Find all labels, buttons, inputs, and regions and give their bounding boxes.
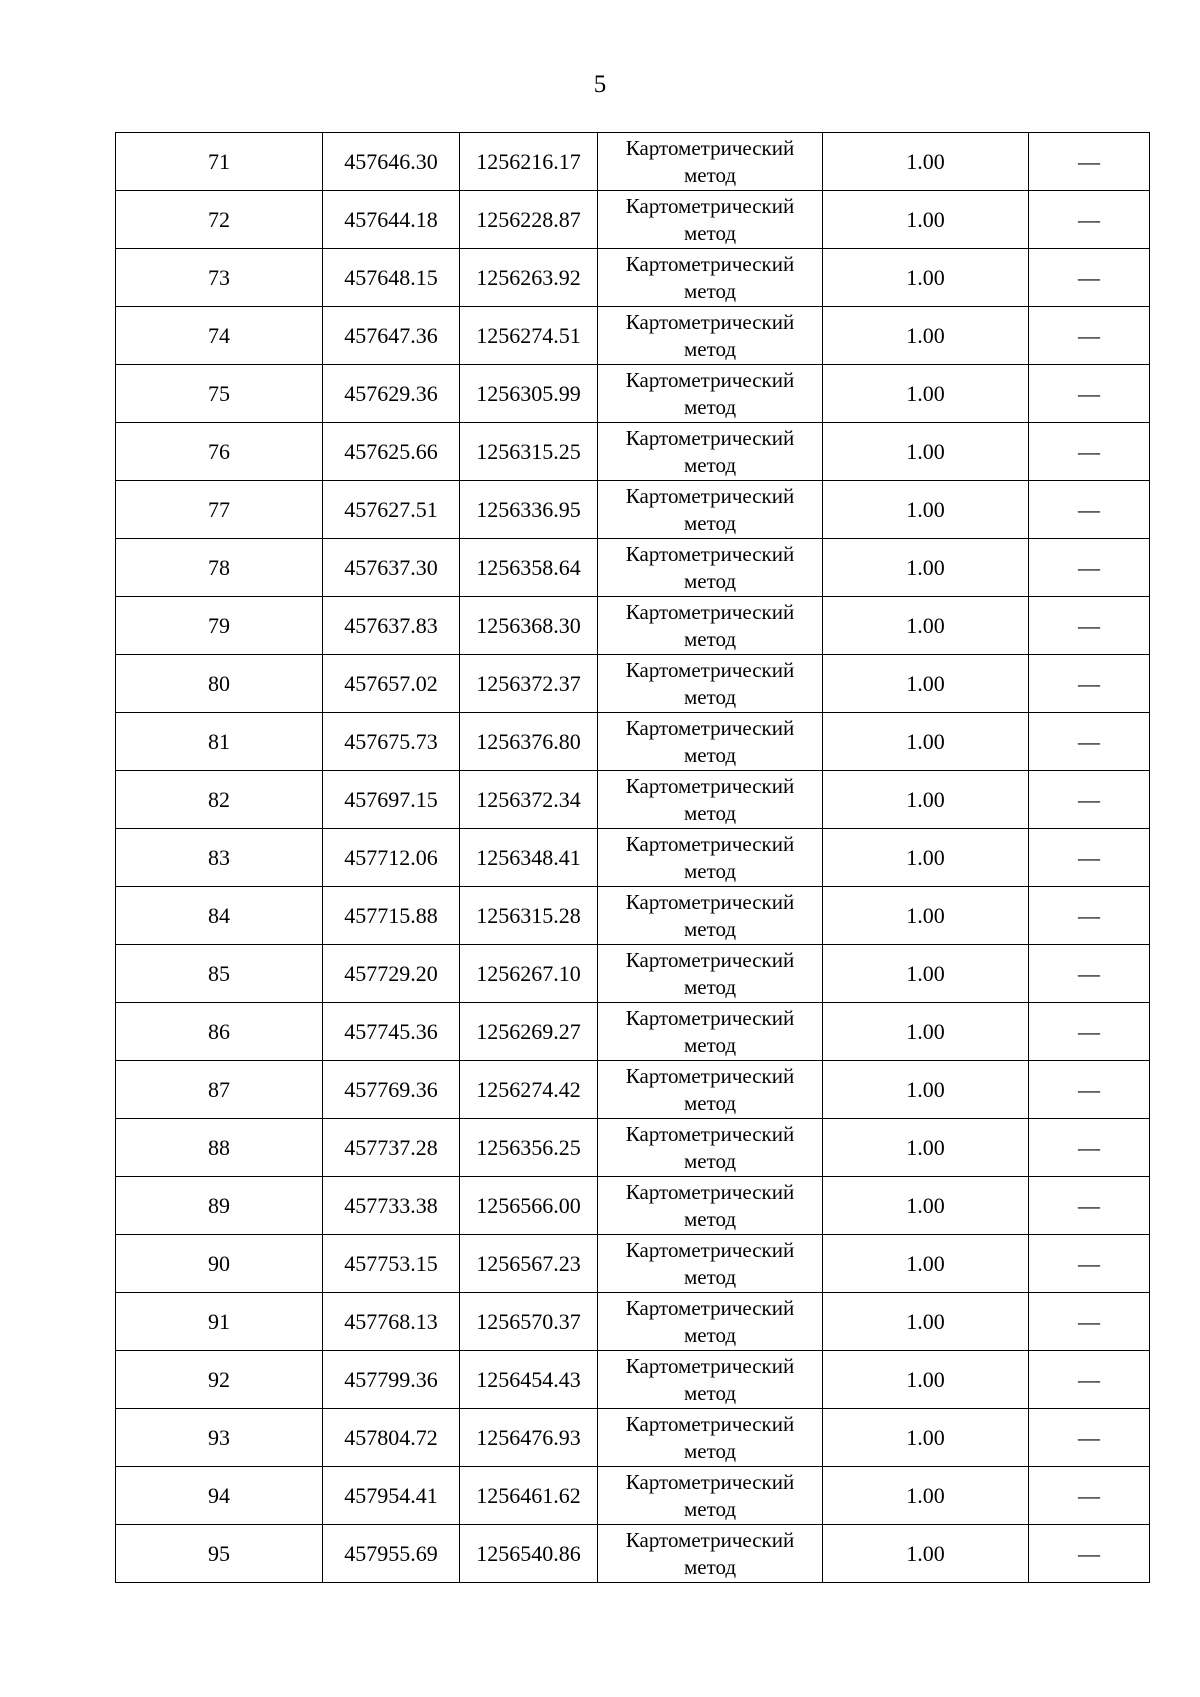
- y-coordinate-cell: 1256315.28: [460, 887, 598, 945]
- precision-cell: 1.00: [823, 655, 1029, 713]
- note-cell: —: [1029, 1409, 1150, 1467]
- point-number-cell: 74: [116, 307, 323, 365]
- precision-cell: 1.00: [823, 1061, 1029, 1119]
- precision-cell: 1.00: [823, 771, 1029, 829]
- table-row: [116, 423, 1150, 481]
- method-line-2: метод: [683, 859, 737, 883]
- method-line-2: метод: [683, 975, 737, 999]
- method-cell: [598, 597, 823, 655]
- precision-cell: 1.00: [823, 829, 1029, 887]
- table-row: [116, 1409, 1150, 1467]
- x-coordinate-cell: 457646.30: [323, 133, 460, 191]
- x-coordinate-cell: 457625.66: [323, 423, 460, 481]
- method-line-2: метод: [683, 279, 737, 303]
- method-cell: [598, 829, 823, 887]
- x-coordinate-cell: 457647.36: [323, 307, 460, 365]
- method-cell: [598, 307, 823, 365]
- x-coordinate-cell: 457637.30: [323, 539, 460, 597]
- method-line-1: Картометрический: [625, 1354, 795, 1378]
- note-cell: —: [1029, 191, 1150, 249]
- page-number: 5: [593, 71, 607, 98]
- table-row: [116, 1525, 1150, 1583]
- method-cell: [598, 713, 823, 771]
- method-line-2: метод: [683, 395, 737, 419]
- method-line-1: Картометрический: [625, 774, 795, 798]
- method-line-1: Картометрический: [625, 1064, 795, 1088]
- precision-cell: 1.00: [823, 887, 1029, 945]
- method-line-2: метод: [683, 1497, 737, 1521]
- method-line-1: Картометрический: [625, 716, 795, 740]
- x-coordinate-cell: 457657.02: [323, 655, 460, 713]
- precision-cell: 1.00: [823, 1235, 1029, 1293]
- point-number-cell: 73: [116, 249, 323, 307]
- point-number-cell: 94: [116, 1467, 323, 1525]
- precision-cell: 1.00: [823, 597, 1029, 655]
- method-line-2: метод: [683, 1439, 737, 1463]
- point-number-cell: 85: [116, 945, 323, 1003]
- y-coordinate-cell: 1256336.95: [460, 481, 598, 539]
- method-line-2: метод: [683, 1149, 737, 1173]
- method-line-1: Картометрический: [625, 948, 795, 972]
- x-coordinate-cell: 457769.36: [323, 1061, 460, 1119]
- table-row: [116, 1061, 1150, 1119]
- note-cell: —: [1029, 1467, 1150, 1525]
- method-line-2: метод: [683, 801, 737, 825]
- table-row: [116, 307, 1150, 365]
- method-line-1: Картометрический: [625, 310, 795, 334]
- table-row: [116, 1119, 1150, 1177]
- precision-cell: 1.00: [823, 1525, 1029, 1583]
- x-coordinate-cell: 457737.28: [323, 1119, 460, 1177]
- method-line-2: метод: [683, 1033, 737, 1057]
- point-number-cell: 95: [116, 1525, 323, 1583]
- table-row: [116, 713, 1150, 771]
- x-coordinate-cell: 457715.88: [323, 887, 460, 945]
- note-cell: —: [1029, 1061, 1150, 1119]
- x-coordinate-cell: 457648.15: [323, 249, 460, 307]
- method-cell: [598, 1467, 823, 1525]
- method-line-1: Картометрический: [625, 252, 795, 276]
- precision-cell: 1.00: [823, 365, 1029, 423]
- y-coordinate-cell: 1256454.43: [460, 1351, 598, 1409]
- precision-cell: 1.00: [823, 1177, 1029, 1235]
- method-line-2: метод: [683, 1381, 737, 1405]
- note-cell: —: [1029, 1351, 1150, 1409]
- table-row: [116, 1351, 1150, 1409]
- note-cell: —: [1029, 1003, 1150, 1061]
- method-cell: [598, 1293, 823, 1351]
- method-cell: [598, 1177, 823, 1235]
- method-line-1: Картометрический: [625, 426, 795, 450]
- note-cell: —: [1029, 481, 1150, 539]
- point-number-cell: 88: [116, 1119, 323, 1177]
- x-coordinate-cell: 457955.69: [323, 1525, 460, 1583]
- table-row: [116, 191, 1150, 249]
- y-coordinate-cell: 1256356.25: [460, 1119, 598, 1177]
- note-cell: —: [1029, 1525, 1150, 1583]
- method-line-2: метод: [683, 1323, 737, 1347]
- note-cell: —: [1029, 597, 1150, 655]
- table-row: [116, 887, 1150, 945]
- precision-cell: 1.00: [823, 539, 1029, 597]
- method-line-1: Картометрический: [625, 658, 795, 682]
- y-coordinate-cell: 1256461.62: [460, 1467, 598, 1525]
- table-row: [116, 1235, 1150, 1293]
- method-line-1: Картометрический: [625, 1470, 795, 1494]
- point-number-cell: 78: [116, 539, 323, 597]
- y-coordinate-cell: 1256315.25: [460, 423, 598, 481]
- method-cell: [598, 1351, 823, 1409]
- method-cell: [598, 481, 823, 539]
- y-coordinate-cell: 1256368.30: [460, 597, 598, 655]
- coordinates-table: [115, 132, 1150, 1583]
- method-line-2: метод: [683, 511, 737, 535]
- method-cell: [598, 771, 823, 829]
- method-line-1: Картометрический: [625, 368, 795, 392]
- method-line-1: Картометрический: [625, 1412, 795, 1436]
- table-row: [116, 597, 1150, 655]
- precision-cell: 1.00: [823, 423, 1029, 481]
- precision-cell: 1.00: [823, 945, 1029, 1003]
- method-line-1: Картометрический: [625, 1006, 795, 1030]
- method-cell: [598, 1235, 823, 1293]
- y-coordinate-cell: 1256540.86: [460, 1525, 598, 1583]
- note-cell: —: [1029, 1293, 1150, 1351]
- coordinates-table-body: [116, 133, 1150, 1583]
- method-cell: [598, 423, 823, 481]
- point-number-cell: 79: [116, 597, 323, 655]
- table-row: [116, 481, 1150, 539]
- precision-cell: 1.00: [823, 307, 1029, 365]
- point-number-cell: 83: [116, 829, 323, 887]
- x-coordinate-cell: 457753.15: [323, 1235, 460, 1293]
- y-coordinate-cell: 1256267.10: [460, 945, 598, 1003]
- note-cell: —: [1029, 1119, 1150, 1177]
- x-coordinate-cell: 457637.83: [323, 597, 460, 655]
- table-row: [116, 539, 1150, 597]
- x-coordinate-cell: 457954.41: [323, 1467, 460, 1525]
- note-cell: —: [1029, 887, 1150, 945]
- x-coordinate-cell: 457697.15: [323, 771, 460, 829]
- precision-cell: 1.00: [823, 191, 1029, 249]
- method-line-1: Картометрический: [625, 1296, 795, 1320]
- method-cell: [598, 1409, 823, 1467]
- point-number-cell: 77: [116, 481, 323, 539]
- method-cell: [598, 1061, 823, 1119]
- point-number-cell: 76: [116, 423, 323, 481]
- method-line-2: метод: [683, 569, 737, 593]
- y-coordinate-cell: 1256228.87: [460, 191, 598, 249]
- table-row: [116, 655, 1150, 713]
- y-coordinate-cell: 1256263.92: [460, 249, 598, 307]
- method-line-1: Картометрический: [625, 542, 795, 566]
- point-number-cell: 87: [116, 1061, 323, 1119]
- point-number-cell: 86: [116, 1003, 323, 1061]
- x-coordinate-cell: 457729.20: [323, 945, 460, 1003]
- method-cell: [598, 539, 823, 597]
- y-coordinate-cell: 1256372.34: [460, 771, 598, 829]
- y-coordinate-cell: 1256274.42: [460, 1061, 598, 1119]
- note-cell: —: [1029, 539, 1150, 597]
- precision-cell: 1.00: [823, 1119, 1029, 1177]
- point-number-cell: 93: [116, 1409, 323, 1467]
- table-row: [116, 829, 1150, 887]
- method-line-1: Картометрический: [625, 832, 795, 856]
- method-cell: [598, 249, 823, 307]
- x-coordinate-cell: 457768.13: [323, 1293, 460, 1351]
- y-coordinate-cell: 1256348.41: [460, 829, 598, 887]
- precision-cell: 1.00: [823, 1467, 1029, 1525]
- precision-cell: 1.00: [823, 1351, 1029, 1409]
- method-cell: [598, 655, 823, 713]
- method-line-2: метод: [683, 221, 737, 245]
- method-line-1: Картометрический: [625, 136, 795, 160]
- point-number-cell: 84: [116, 887, 323, 945]
- table-row: [116, 1177, 1150, 1235]
- point-number-cell: 72: [116, 191, 323, 249]
- method-line-2: метод: [683, 1207, 737, 1231]
- y-coordinate-cell: 1256567.23: [460, 1235, 598, 1293]
- method-line-2: метод: [683, 917, 737, 941]
- point-number-cell: 91: [116, 1293, 323, 1351]
- method-line-2: метод: [683, 453, 737, 477]
- y-coordinate-cell: 1256216.17: [460, 133, 598, 191]
- precision-cell: 1.00: [823, 713, 1029, 771]
- note-cell: —: [1029, 829, 1150, 887]
- method-line-2: метод: [683, 163, 737, 187]
- method-line-1: Картометрический: [625, 1122, 795, 1146]
- table-row: [116, 1293, 1150, 1351]
- method-cell: [598, 945, 823, 1003]
- precision-cell: 1.00: [823, 1293, 1029, 1351]
- note-cell: —: [1029, 713, 1150, 771]
- y-coordinate-cell: 1256305.99: [460, 365, 598, 423]
- table-row: [116, 1003, 1150, 1061]
- x-coordinate-cell: 457675.73: [323, 713, 460, 771]
- note-cell: —: [1029, 1235, 1150, 1293]
- method-line-2: метод: [683, 743, 737, 767]
- method-line-1: Картометрический: [625, 890, 795, 914]
- x-coordinate-cell: 457627.51: [323, 481, 460, 539]
- y-coordinate-cell: 1256566.00: [460, 1177, 598, 1235]
- point-number-cell: 81: [116, 713, 323, 771]
- note-cell: —: [1029, 655, 1150, 713]
- table-row: [116, 249, 1150, 307]
- point-number-cell: 80: [116, 655, 323, 713]
- point-number-cell: 90: [116, 1235, 323, 1293]
- table-row: [116, 771, 1150, 829]
- note-cell: —: [1029, 133, 1150, 191]
- note-cell: —: [1029, 771, 1150, 829]
- note-cell: —: [1029, 1177, 1150, 1235]
- x-coordinate-cell: 457745.36: [323, 1003, 460, 1061]
- method-line-2: метод: [683, 1555, 737, 1579]
- method-line-1: Картометрический: [625, 1180, 795, 1204]
- table-row: [116, 133, 1150, 191]
- x-coordinate-cell: 457644.18: [323, 191, 460, 249]
- precision-cell: 1.00: [823, 1003, 1029, 1061]
- table-row: [116, 945, 1150, 1003]
- method-cell: [598, 1003, 823, 1061]
- precision-cell: 1.00: [823, 1409, 1029, 1467]
- method-line-2: метод: [683, 1091, 737, 1115]
- method-line-2: метод: [683, 337, 737, 361]
- point-number-cell: 75: [116, 365, 323, 423]
- precision-cell: 1.00: [823, 249, 1029, 307]
- x-coordinate-cell: 457712.06: [323, 829, 460, 887]
- precision-cell: 1.00: [823, 481, 1029, 539]
- point-number-cell: 82: [116, 771, 323, 829]
- method-line-2: метод: [683, 1265, 737, 1289]
- method-cell: [598, 191, 823, 249]
- y-coordinate-cell: 1256570.37: [460, 1293, 598, 1351]
- table-row: [116, 365, 1150, 423]
- y-coordinate-cell: 1256358.64: [460, 539, 598, 597]
- point-number-cell: 71: [116, 133, 323, 191]
- method-cell: [598, 887, 823, 945]
- point-number-cell: 92: [116, 1351, 323, 1409]
- note-cell: —: [1029, 307, 1150, 365]
- y-coordinate-cell: 1256274.51: [460, 307, 598, 365]
- table-row: [116, 1467, 1150, 1525]
- method-line-2: метод: [683, 627, 737, 651]
- note-cell: —: [1029, 249, 1150, 307]
- y-coordinate-cell: 1256372.37: [460, 655, 598, 713]
- method-cell: [598, 1119, 823, 1177]
- x-coordinate-cell: 457804.72: [323, 1409, 460, 1467]
- method-line-1: Картометрический: [625, 600, 795, 624]
- y-coordinate-cell: 1256269.27: [460, 1003, 598, 1061]
- method-cell: [598, 365, 823, 423]
- method-cell: [598, 133, 823, 191]
- y-coordinate-cell: 1256476.93: [460, 1409, 598, 1467]
- method-line-1: Картометрический: [625, 484, 795, 508]
- x-coordinate-cell: 457733.38: [323, 1177, 460, 1235]
- method-cell: [598, 1525, 823, 1583]
- note-cell: —: [1029, 423, 1150, 481]
- x-coordinate-cell: 457799.36: [323, 1351, 460, 1409]
- precision-cell: 1.00: [823, 133, 1029, 191]
- y-coordinate-cell: 1256376.80: [460, 713, 598, 771]
- x-coordinate-cell: 457629.36: [323, 365, 460, 423]
- note-cell: —: [1029, 945, 1150, 1003]
- note-cell: —: [1029, 365, 1150, 423]
- method-line-1: Картометрический: [625, 1528, 795, 1552]
- method-line-2: метод: [683, 685, 737, 709]
- point-number-cell: 89: [116, 1177, 323, 1235]
- method-line-1: Картометрический: [625, 1238, 795, 1262]
- method-line-1: Картометрический: [625, 194, 795, 218]
